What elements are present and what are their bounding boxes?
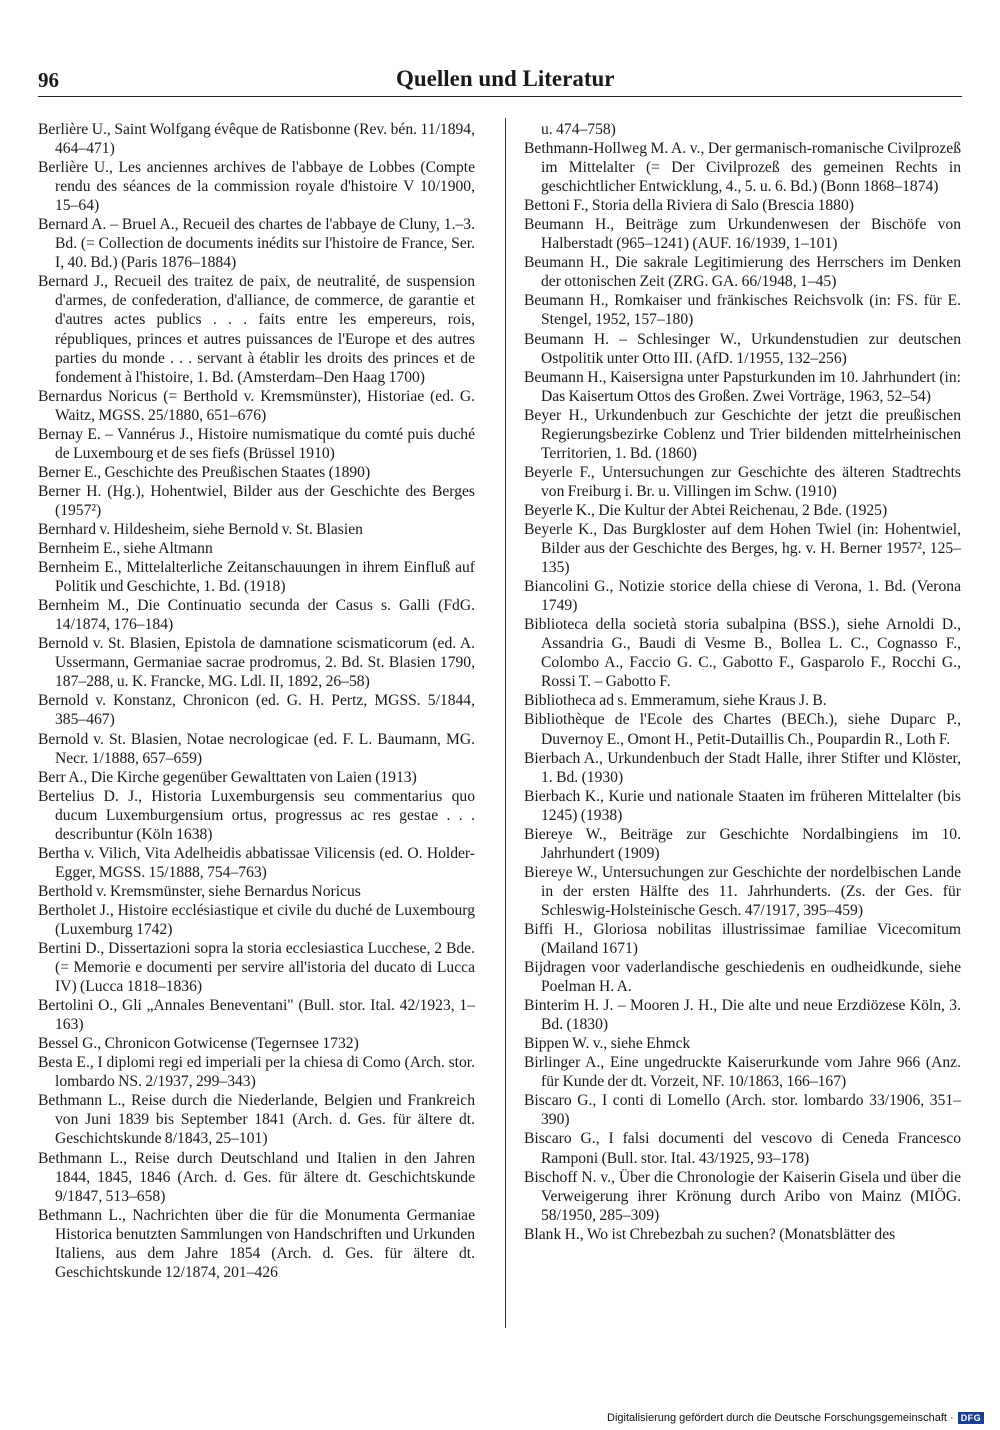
bibliography-entry: Berr A., Die Kirche gegenüber Gewalttaten von Laien (1913)	[38, 768, 417, 786]
column-divider	[505, 118, 506, 1328]
bibliography-entry: Birlinger A., Eine ungedruckte Kaiserurkunde vom Jahre 966 (Anz. für Kunde der dt. Vorzeit, NF. 10/1863, 166–167)	[524, 1054, 961, 1091]
bibliography-entry: Bernard A. – Bruel A., Recueil des chartes de l'abbaye de Cluny, 1.–3. Bd. (= Collection de documents inédits sur l'histoire de France, Ser. I, 40. Bd.) (Paris 1876–1884)	[38, 216, 475, 272]
bibliography-entry: Berlière U., Les anciennes archives de l'abbaye de Lobbes (Compte rendu des séances de la commission royale d'histoire V 10/1900, 15–64)	[38, 159, 475, 215]
bibliography-entry: Beyerle K., Das Burgkloster auf dem Hohen Twiel (in: Hohentwiel, Bilder aus der Geschichte des Berges, hg. v. H. Berner 1957², 125–135)	[524, 520, 961, 577]
right-column	[524, 120, 961, 1244]
bibliography-entry: Bernhard v. Hildesheim, siehe Bernold v. St. Blasien	[38, 520, 363, 538]
footer	[607, 1411, 984, 1425]
bibliography-entry: Bierbach K., Kurie und nationale Staaten im früheren Mittelalter (bis 1245) (1938)	[524, 787, 961, 824]
bibliography-entry: Bernardus Noricus (= Berthold v. Kremsmünster), Historiae (ed. G. Waitz, MGSS. 25/1880, 651–676)	[38, 387, 475, 424]
bibliography-entry: Beumann H., Beiträge zum Urkundenwesen der Bischöfe von Halberstadt (965–1241) (AUF. 16/1939, 1–101)	[524, 216, 961, 253]
bibliography-entry: Beyerle F., Untersuchungen zur Geschichte des älteren Stadtrechts von Freiburg i. Br. u. Villingen im Schw. (1910)	[524, 463, 961, 500]
bibliography-entry: Berner E., Geschichte des Preußischen Staates (1890)	[38, 463, 371, 481]
bibliography-entry: Beumann H., Kaisersigna unter Papsturkunden im 10. Jahrhundert (in: Das Kaisertum Ottos des Großen. Zwei Vorträge, 1963, 52–54)	[524, 368, 961, 405]
bibliography-entry: Beyerle K., Die Kultur der Abtei Reichenau, 2 Bde. (1925)	[524, 501, 888, 519]
running-title: Quellen und Literatur	[396, 66, 615, 91]
bibliography-entry: Bischoff N. v., Über die Chronologie der Kaiserin Gisela und über die Verweigerung ihrer Krönung durch Aribo von Mainz (MIÖG. 58/1950, 285–309)	[524, 1168, 961, 1224]
bibliography-entry: Biscaro G., I falsi documenti del vescovo di Ceneda Francesco Ramponi (Bull. stor. Ital. 43/1925, 93–178)	[524, 1130, 961, 1167]
bibliography-entry: Berlière U., Saint Wolfgang évêque de Ratisbonne (Rev. bén. 11/1894, 464–471)	[38, 121, 475, 158]
bibliography-entry: Bertini D., Dissertazioni sopra la storia ecclesiastica Lucchese, 2 Bde. (= Memorie e documenti per servire all'istoria del ducato di Lucca IV) (Lucca 1818–1836)	[38, 940, 475, 996]
bibliography-entry: Bertolini O., Gli „Annales Beneventani" (Bull. stor. Ital. 42/1923, 1–163)	[38, 997, 475, 1034]
bibliography-entry: Bijdragen voor vaderlandische geschiedenis en oudheidkunde, siehe Poelman H. A.	[524, 959, 961, 996]
bibliography-entry: Bernold v. Konstanz, Chronicon (ed. G. H. Pertz, MGSS. 5/1844, 385–467)	[38, 692, 475, 729]
bibliography-entry: Biffi H., Gloriosa nobilitas illustrissimae familiae Vicecomitum (Mailand 1671)	[524, 920, 961, 958]
bibliography-entry: Bernold v. St. Blasien, Epistola de damnatione scismaticorum (ed. A. Ussermann, Germaniae sacrae prodromus, 2. Bd. St. Blasien 1790, 187–288, u. K. Francke, MG. Ldl. II, 1892, 26–58)	[38, 635, 475, 691]
bibliography-entry: Blank H., Wo ist Chrebezbah zu suchen? (Monatsblätter des	[524, 1225, 896, 1243]
bibliography-entry: Bierbach A., Urkundenbuch der Stadt Halle, ihrer Stifter und Klöster, 1. Bd. (1930)	[524, 749, 961, 786]
bibliography-entry: Binterim H. J. – Mooren J. H., Die alte und neue Erzdiözese Köln, 3. Bd. (1830)	[524, 997, 961, 1034]
bibliography-entry: Bettoni F., Storia della Riviera di Salo (Brescia 1880)	[524, 197, 854, 215]
bibliography-entry: Biereye W., Untersuchungen zur Geschichte der nordelbischen Lande in der ersten Hälfte des 11. Jahrhunderts. (Zs. der Ges. für Schleswig-Holsteinische Gesch. 47/1917, 395–459)	[524, 863, 961, 919]
footer-text: Digitalisierung gefördert durch die Deutsche Forschungsgemeinschaft ·	[607, 1412, 954, 1424]
bibliography-entry: Biblioteca della società storia subalpina (BSS.), siehe Arnoldi D., Assandria G., Baudi di Vesme B., Bollea L. C., Cognasso F., Colombo A., Faccio G. C., Gabotto F., Gasparolo F., Rocchi G., Rossi T. – Gabotto F.	[524, 616, 961, 691]
bibliography-entry: Bethmann-Hollweg M. A. v., Der germanisch-romanische Civilprozeß im Mittelalter (= Der Civilprozeß des gemeinen Rechts in geschichtlicher Entwicklung, 4., 5. u. 6. Bd.) (Bonn 1868–1874)	[524, 140, 961, 196]
bibliography-entry: Bethmann L., Reise durch die Niederlande, Belgien und Frankreich von Juni 1839 bis September 1841 (Arch. d. Ges. für ältere dt. Geschichtskunde 8/1843, 25–101)	[38, 1092, 475, 1148]
bibliography-entry: Bernheim E., siehe Altmann	[38, 540, 213, 558]
bibliography-entry: Beumann H. – Schlesinger W., Urkundenstudien zur deutschen Ostpolitik unter Otto III. (AfD. 1/1955, 132–256)	[524, 330, 961, 367]
bibliography-entry: Bertholet J., Histoire ecclésiastique et civile du duché de Luxembourg (Luxemburg 1742)	[38, 901, 475, 938]
continuation-entry: u. 474–758)	[541, 121, 616, 138]
bibliography-entry: Bertha v. Vilich, Vita Adelheidis abbatissae Vilicensis (ed. O. Holder-Egger, MGSS. 15/1888, 754–763)	[38, 844, 475, 881]
bibliography-entry: Bessel G., Chronicon Gotwicense (Tegernsee 1732)	[38, 1035, 359, 1053]
bibliography-entry: Beumann H., Romkaiser und fränkisches Reichsvolk (in: FS. für E. Stengel, 1952, 157–180)	[524, 292, 961, 329]
bibliography-entry: Beumann H., Die sakrale Legitimierung des Herrschers im Denken der ottonischen Zeit (ZRG. GA. 66/1948, 1–45)	[524, 254, 961, 291]
bibliography-entry: Beyer H., Urkundenbuch zur Geschichte der jetzt die preußischen Regierungsbezirke Coblenz und Trier bildenden mittelrheinischen Territorien, 1. Bd. (1860)	[524, 406, 961, 462]
bibliography-entry: Bernheim E., Mittelalterliche Zeitanschauungen in ihrem Einfluß auf Politik und Geschichte, 1. Bd. (1918)	[38, 559, 475, 596]
bibliography-entry: Bippen W. v., siehe Ehmck	[524, 1035, 691, 1053]
page-number: 96	[38, 68, 59, 92]
bibliography-entry: Bernheim M., Die Continuatio secunda der Casus s. Galli (FdG. 14/1874, 176–184)	[38, 597, 475, 634]
bibliography-entry: Bertelius D. J., Historia Luxemburgensis seu commentarius quo ducum Luxemburgensium ortus, progressus ac res gestae . . . describuntur (Köln 1638)	[38, 787, 475, 843]
bibliography-entry: Bibliotheca ad s. Emmeramum, siehe Kraus J. B.	[524, 692, 827, 710]
bibliography-entry: Berthold v. Kremsmünster, siehe Bernardus Noricus	[38, 882, 361, 900]
bibliography-entry: Bernold v. St. Blasien, Notae necrologicae (ed. F. L. Baumann, MG. Necr. 1/1888, 657–659)	[38, 730, 475, 767]
page-header	[38, 66, 962, 97]
bibliography-entry: Bethmann L., Reise durch Deutschland und Italien in den Jahren 1844, 1845, 1846 (Arch. d. Ges. für ältere dt. Geschichtskunde 9/1847, 513–658)	[38, 1149, 475, 1205]
dfg-logo: DFG	[958, 1412, 985, 1424]
bibliography-entry: Bibliothèque de l'Ecole des Chartes (BECh.), siehe Duparc P., Duvernoy E., Omont H., Petit-Dutaillis Ch., Poupardin R., Loth F.	[524, 711, 961, 748]
left-column	[38, 120, 475, 1282]
bibliography-entry: Berner H. (Hg.), Hohentwiel, Bilder aus der Geschichte des Berges (1957²)	[38, 482, 475, 519]
bibliography-entry: Besta E., I diplomi regi ed imperiali per la chiesa di Como (Arch. stor. lombardo NS. 2/1937, 299–343)	[38, 1054, 475, 1091]
bibliography-entry: Bernay E. – Vannérus J., Histoire numismatique du comté puis duché de Luxembourg et de ses fiefs (Brüssel 1910)	[38, 425, 475, 462]
bibliography-entry: Bethmann L., Nachrichten über die für die Monumenta Germaniae Historica benutzten Sammlungen von Handschriften und Urkunden Italiens, aus dem Jahre 1854 (Arch. d. Ges. für ältere dt. Geschichtskunde 12/1874, 201–426	[38, 1206, 475, 1281]
bibliography-entry: Bernard J., Recueil des traitez de paix, de neutralité, de suspension d'armes, de confederation, d'alliance, de commerce, de garantie et d'autres actes publics . . . faits entre les empereurs, rois, républiques, princes et autres puissances de l'Europe et des autres parties du monde . . . servant à établir les droits des princes et de fondement à l'histoire, 1. Bd. (Amsterdam–Den Haag 1700)	[38, 273, 475, 386]
bibliography-entry: Biscaro G., I conti di Lomello (Arch. stor. lombardo 33/1906, 351–390)	[524, 1092, 961, 1129]
bibliography-entry: Biereye W., Beiträge zur Geschichte Nordalbingiens im 10. Jahrhundert (1909)	[524, 825, 961, 862]
bibliography-entry: Biancolini G., Notizie storice della chiese di Verona, 1. Bd. (Verona 1749)	[524, 578, 961, 615]
